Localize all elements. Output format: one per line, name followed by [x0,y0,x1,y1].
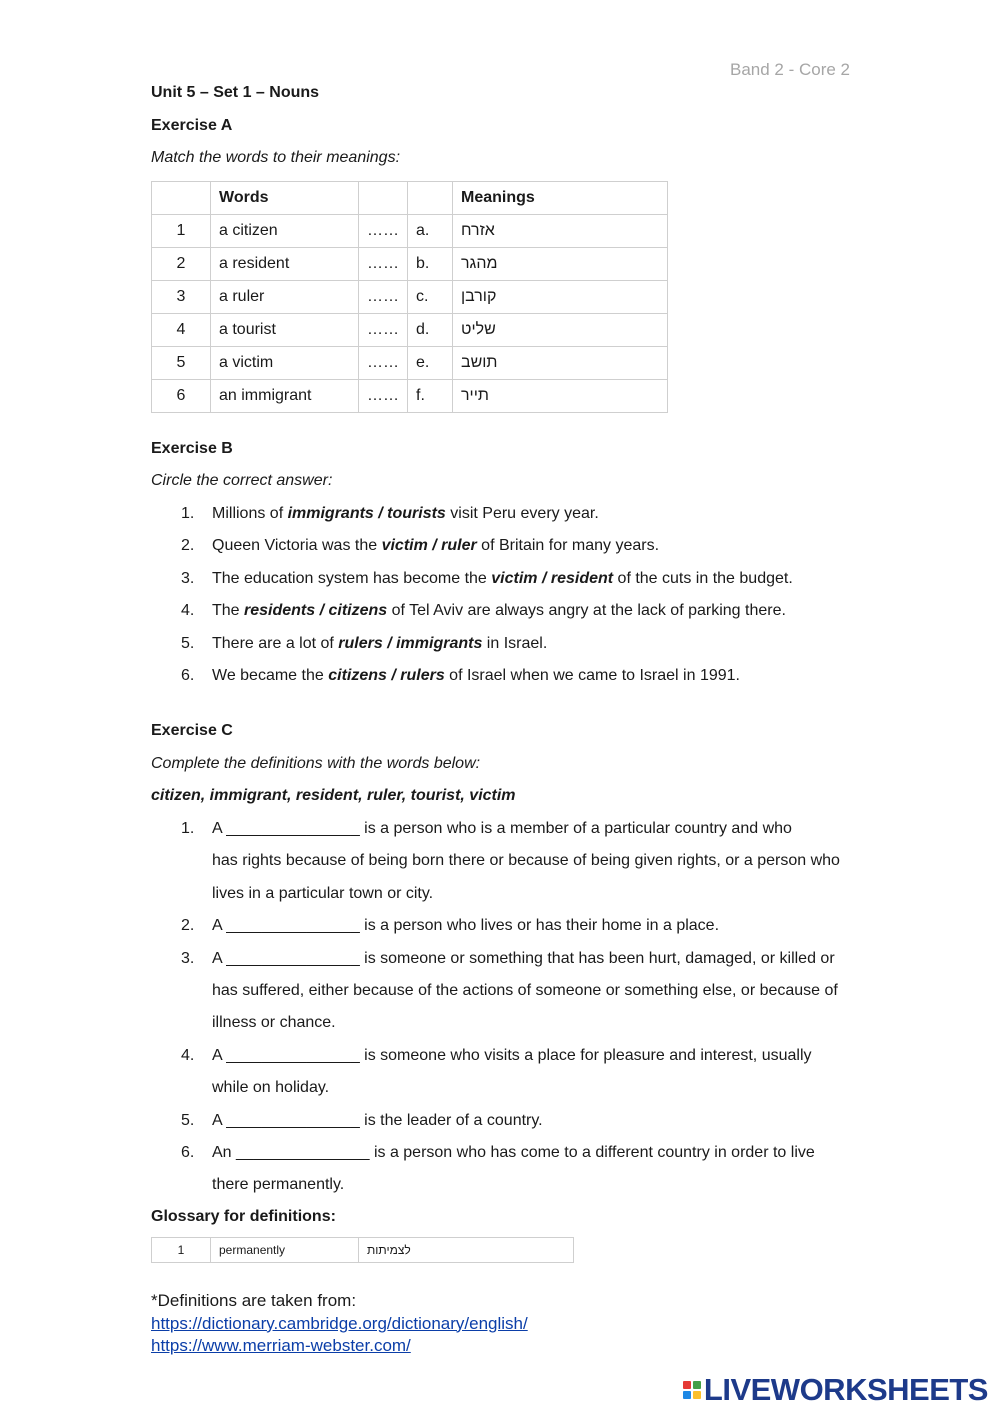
header-num-cell [152,182,211,215]
row-letter: c. [408,281,453,314]
exercise-b-instruction: Circle the correct answer: [151,472,333,489]
table-row [152,248,668,281]
sources-block [151,1290,528,1358]
list-item [151,813,840,910]
row-letter: d. [408,314,453,347]
worksheet-title: Unit 5 – Set 1 – Nouns [151,84,320,101]
row-meaning: מהגר [453,248,668,281]
definition-line[interactable]: An _______________ is a person who has come to a different country in order to live [212,1144,815,1162]
item-number: 6. [181,667,195,685]
row-meaning: שליט [453,314,668,347]
item-text: of Israel when we came to Israel in 1991. [444,667,740,685]
definition-line: has rights because of being born there or because of being given rights, or a person who [212,852,840,870]
logo-text: LIVEWORKSHEETS [703,1372,988,1407]
list-item [151,563,793,595]
liveworksheets-logo [683,1372,988,1408]
exercise-b-list [151,498,793,692]
row-word: a tourist [211,314,359,347]
table-row [152,215,668,248]
item-number: 2. [181,537,195,555]
list-item [151,910,840,942]
answer-blank[interactable]: …… [359,215,408,248]
table-row [152,281,668,314]
row-word: a victim [211,347,359,380]
answer-blank[interactable]: …… [359,281,408,314]
exercise-a-heading: Exercise A [151,117,233,134]
table-row [152,314,668,347]
answer-blank[interactable]: …… [359,380,408,413]
row-letter: f. [408,380,453,413]
row-letter: b. [408,248,453,281]
glossary-meaning: לצמיתות [359,1238,574,1263]
definition-line[interactable]: A _______________ is someone who visits a place for pleasure and interest, usually [212,1046,812,1064]
table-row [152,347,668,380]
item-text: Queen Victoria was the [212,537,382,555]
answer-options[interactable]: victim / resident [491,569,614,587]
merriam-webster-link[interactable]: https://www.merriam-webster.com/ [151,1336,411,1355]
list-item [151,628,793,660]
row-letter: e. [408,347,453,380]
row-word: a resident [211,248,359,281]
row-number: 6 [152,380,211,413]
header-blank-cell [359,182,408,215]
answer-options[interactable]: rulers / immigrants [338,634,483,652]
item-number: 4. [181,1046,195,1064]
row-letter: a. [408,215,453,248]
definition-line: while on holiday. [212,1079,330,1097]
item-text: The education system has become the [212,569,492,587]
exercise-b-heading: Exercise B [151,440,233,457]
item-text: of Britain for many years. [476,537,660,555]
answer-options[interactable]: victim / ruler [381,537,477,555]
exercise-c-list [151,813,840,1202]
table-row [152,380,668,413]
row-meaning: אזרח [453,215,668,248]
exercise-c-instruction: Complete the definitions with the words below: [151,755,481,772]
row-meaning: תייר [453,380,668,413]
glossary-num: 1 [152,1238,211,1263]
matching-table-header [152,182,668,215]
row-meaning: תושב [453,347,668,380]
list-item [151,943,840,1040]
matching-table [151,181,668,413]
list-item [151,1105,840,1137]
exercise-a-instruction: Match the words to their meanings: [151,149,401,166]
answer-options[interactable]: citizens / rulers [328,667,445,685]
header-words: Words [211,182,359,215]
definition-line: there permanently. [212,1176,345,1194]
definition-line[interactable]: A _______________ is a person who is a member of a particular country and who [212,820,792,837]
row-number: 4 [152,314,211,347]
header-meanings: Meanings [453,182,668,215]
item-number: 5. [181,634,195,652]
row-number: 1 [152,215,211,248]
item-number: 1. [181,820,195,837]
item-number: 1. [181,505,195,522]
exercise-c-heading: Exercise C [151,722,233,739]
item-text: We became the [212,667,329,685]
item-text: visit Peru every year. [445,505,599,522]
definition-line: has suffered, either because of the actions of someone or something else, or because of [212,982,838,1000]
sources-note: *Definitions are taken from: [151,1291,357,1310]
page-header-label: Band 2 - Core 2 [729,60,850,79]
answer-blank[interactable]: …… [359,347,408,380]
row-word: a citizen [211,215,359,248]
item-number: 2. [181,917,195,935]
row-number: 2 [152,248,211,281]
answer-options[interactable]: residents / citizens [244,602,388,620]
item-number: 6. [181,1144,195,1162]
definition-line[interactable]: A _______________ is the leader of a country. [212,1111,543,1129]
answer-options[interactable]: immigrants / tourists [287,505,446,522]
list-item [151,1040,840,1105]
definition-line[interactable]: A _______________ is someone or something that has been hurt, damaged, or killed or [212,949,835,967]
item-text: Millions of [212,505,288,522]
item-number: 5. [181,1111,195,1129]
list-item [151,1137,840,1202]
row-word: a ruler [211,281,359,314]
item-text: There are a lot of [212,634,339,652]
glossary-heading: Glossary for definitions: [151,1208,336,1225]
table-row [152,1238,574,1263]
list-item [151,660,793,692]
definition-line: lives in a particular town or city. [212,884,434,902]
item-text: of Tel Aviv are always angry at the lack of parking there. [387,602,786,620]
item-text: in Israel. [482,634,548,652]
row-number: 3 [152,281,211,314]
row-number: 5 [152,347,211,380]
cambridge-link[interactable]: https://dictionary.cambridge.org/dictionary/english/ [151,1313,528,1333]
item-text: The [212,602,245,620]
item-number: 4. [181,602,195,620]
item-number: 3. [181,569,195,587]
definition-line[interactable]: A _______________ is a person who lives or has their home in a place. [212,917,720,935]
glossary-table [151,1237,574,1263]
list-item [151,530,793,562]
answer-blank[interactable]: …… [359,248,408,281]
list-item [151,498,793,530]
item-number: 3. [181,949,195,967]
header-letter-cell [408,182,453,215]
row-word: an immigrant [211,380,359,413]
logo-mark-icon [683,1381,701,1399]
glossary-word: permanently [211,1238,359,1263]
word-bank: citizen, immigrant, resident, ruler, tourist, victim [151,787,516,804]
definition-line: illness or chance. [212,1014,336,1032]
list-item [151,595,793,627]
answer-blank[interactable]: …… [359,314,408,347]
item-text: of the cuts in the budget. [613,569,793,587]
row-meaning: קורבן [453,281,668,314]
